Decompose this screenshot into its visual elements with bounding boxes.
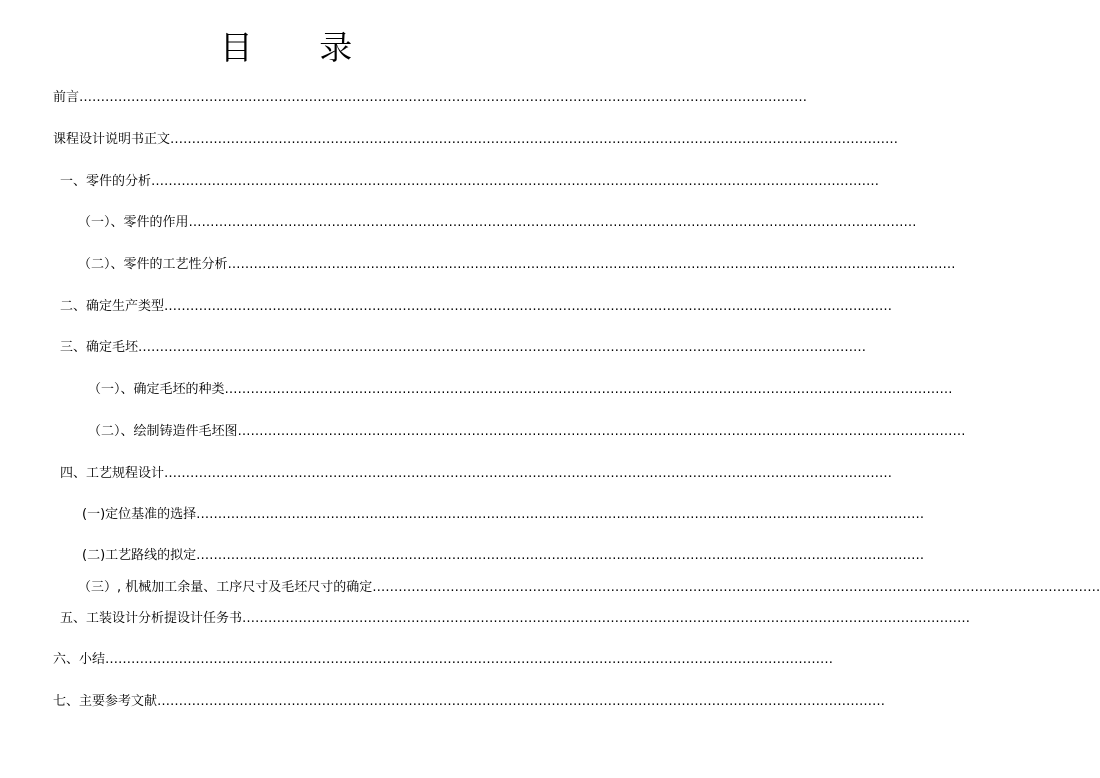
toc-label: 课程设计说明书正文	[53, 132, 171, 147]
toc-entry-process-analysis[interactable]	[78, 256, 956, 274]
dot-leader: ……………………………………………………………………………………………………………………………………………………	[242, 611, 971, 626]
toc-entry-blank-type[interactable]	[88, 381, 953, 399]
toc-label: （一）、零件的作用	[78, 215, 189, 230]
toc-label: 一、零件的分析	[60, 174, 152, 189]
toc-entry-process-route[interactable]	[82, 547, 925, 565]
toc-label: （二）、绘制铸造件毛坯图	[88, 424, 238, 439]
toc-entry-machining-allowance[interactable]	[78, 579, 1100, 597]
toc-entry-production-type[interactable]	[60, 298, 893, 316]
toc-label: (二)工艺路线的拟定	[82, 548, 197, 563]
toc-entry-summary[interactable]	[53, 651, 834, 669]
toc-label: （二）、零件的工艺性分析	[78, 257, 228, 272]
page-title: 目 录	[219, 28, 381, 67]
toc-label: （三）, 机械加工余量、工序尺寸及毛坯尺寸的确定	[78, 580, 373, 595]
dot-leader: ……………………………………………………………………………………………………………………………………………………	[224, 382, 953, 397]
toc-entry-references[interactable]	[53, 693, 886, 711]
dot-leader: ……………………………………………………………………………………………………………………………………………………	[170, 132, 899, 147]
toc-label: 七、主要参考文献	[53, 694, 158, 709]
toc-entry-preface[interactable]	[53, 89, 808, 107]
toc-entry-blank[interactable]	[60, 339, 867, 357]
dot-leader: ……………………………………………………………………………………………………………………………………………………	[157, 694, 886, 709]
dot-leader: ……………………………………………………………………………………………………………………………………………………	[188, 215, 917, 230]
dot-leader: ……………………………………………………………………………………………………………………………………………………	[151, 174, 880, 189]
dot-leader: ……………………………………………………………………………………………………………………………………………………	[138, 340, 867, 355]
toc-label: 六、小结	[53, 652, 106, 667]
toc-entry-part-function[interactable]	[78, 214, 917, 232]
toc-entry-datum-selection[interactable]	[82, 506, 925, 524]
dot-leader: ……………………………………………………………………………………………………………………………………………………	[196, 507, 925, 522]
toc-entry-casting-drawing[interactable]	[88, 423, 966, 441]
toc-label: (一)定位基准的选择	[82, 507, 197, 522]
toc-label: （一）、确定毛坯的种类	[88, 382, 225, 397]
dot-leader: ……………………………………………………………………………………………………………………………………………………	[164, 466, 893, 481]
dot-leader: ……………………………………………………………………………………………………………………………………………………	[372, 580, 1100, 595]
dot-leader: ……………………………………………………………………………………………………………………………………………………	[196, 548, 925, 563]
toc-label: 前言	[53, 90, 80, 105]
dot-leader: ……………………………………………………………………………………………………………………………………………………	[237, 424, 966, 439]
toc-label: 二、确定生产类型	[60, 299, 165, 314]
dot-leader: ……………………………………………………………………………………………………………………………………………………	[227, 257, 956, 272]
toc-entry-main-text[interactable]	[53, 131, 899, 149]
dot-leader: ……………………………………………………………………………………………………………………………………………………	[105, 652, 834, 667]
toc-entry-part-analysis[interactable]	[60, 173, 880, 191]
toc-entry-fixture-design[interactable]	[60, 610, 971, 628]
toc-label: 三、确定毛坯	[60, 340, 139, 355]
toc-entry-process-design[interactable]	[60, 465, 893, 483]
toc-label: 五、工装设计分析提设计任务书	[60, 611, 243, 626]
dot-leader: ……………………………………………………………………………………………………………………………………………………	[79, 90, 808, 105]
dot-leader: ……………………………………………………………………………………………………………………………………………………	[164, 299, 893, 314]
toc-label: 四、工艺规程设计	[60, 466, 165, 481]
